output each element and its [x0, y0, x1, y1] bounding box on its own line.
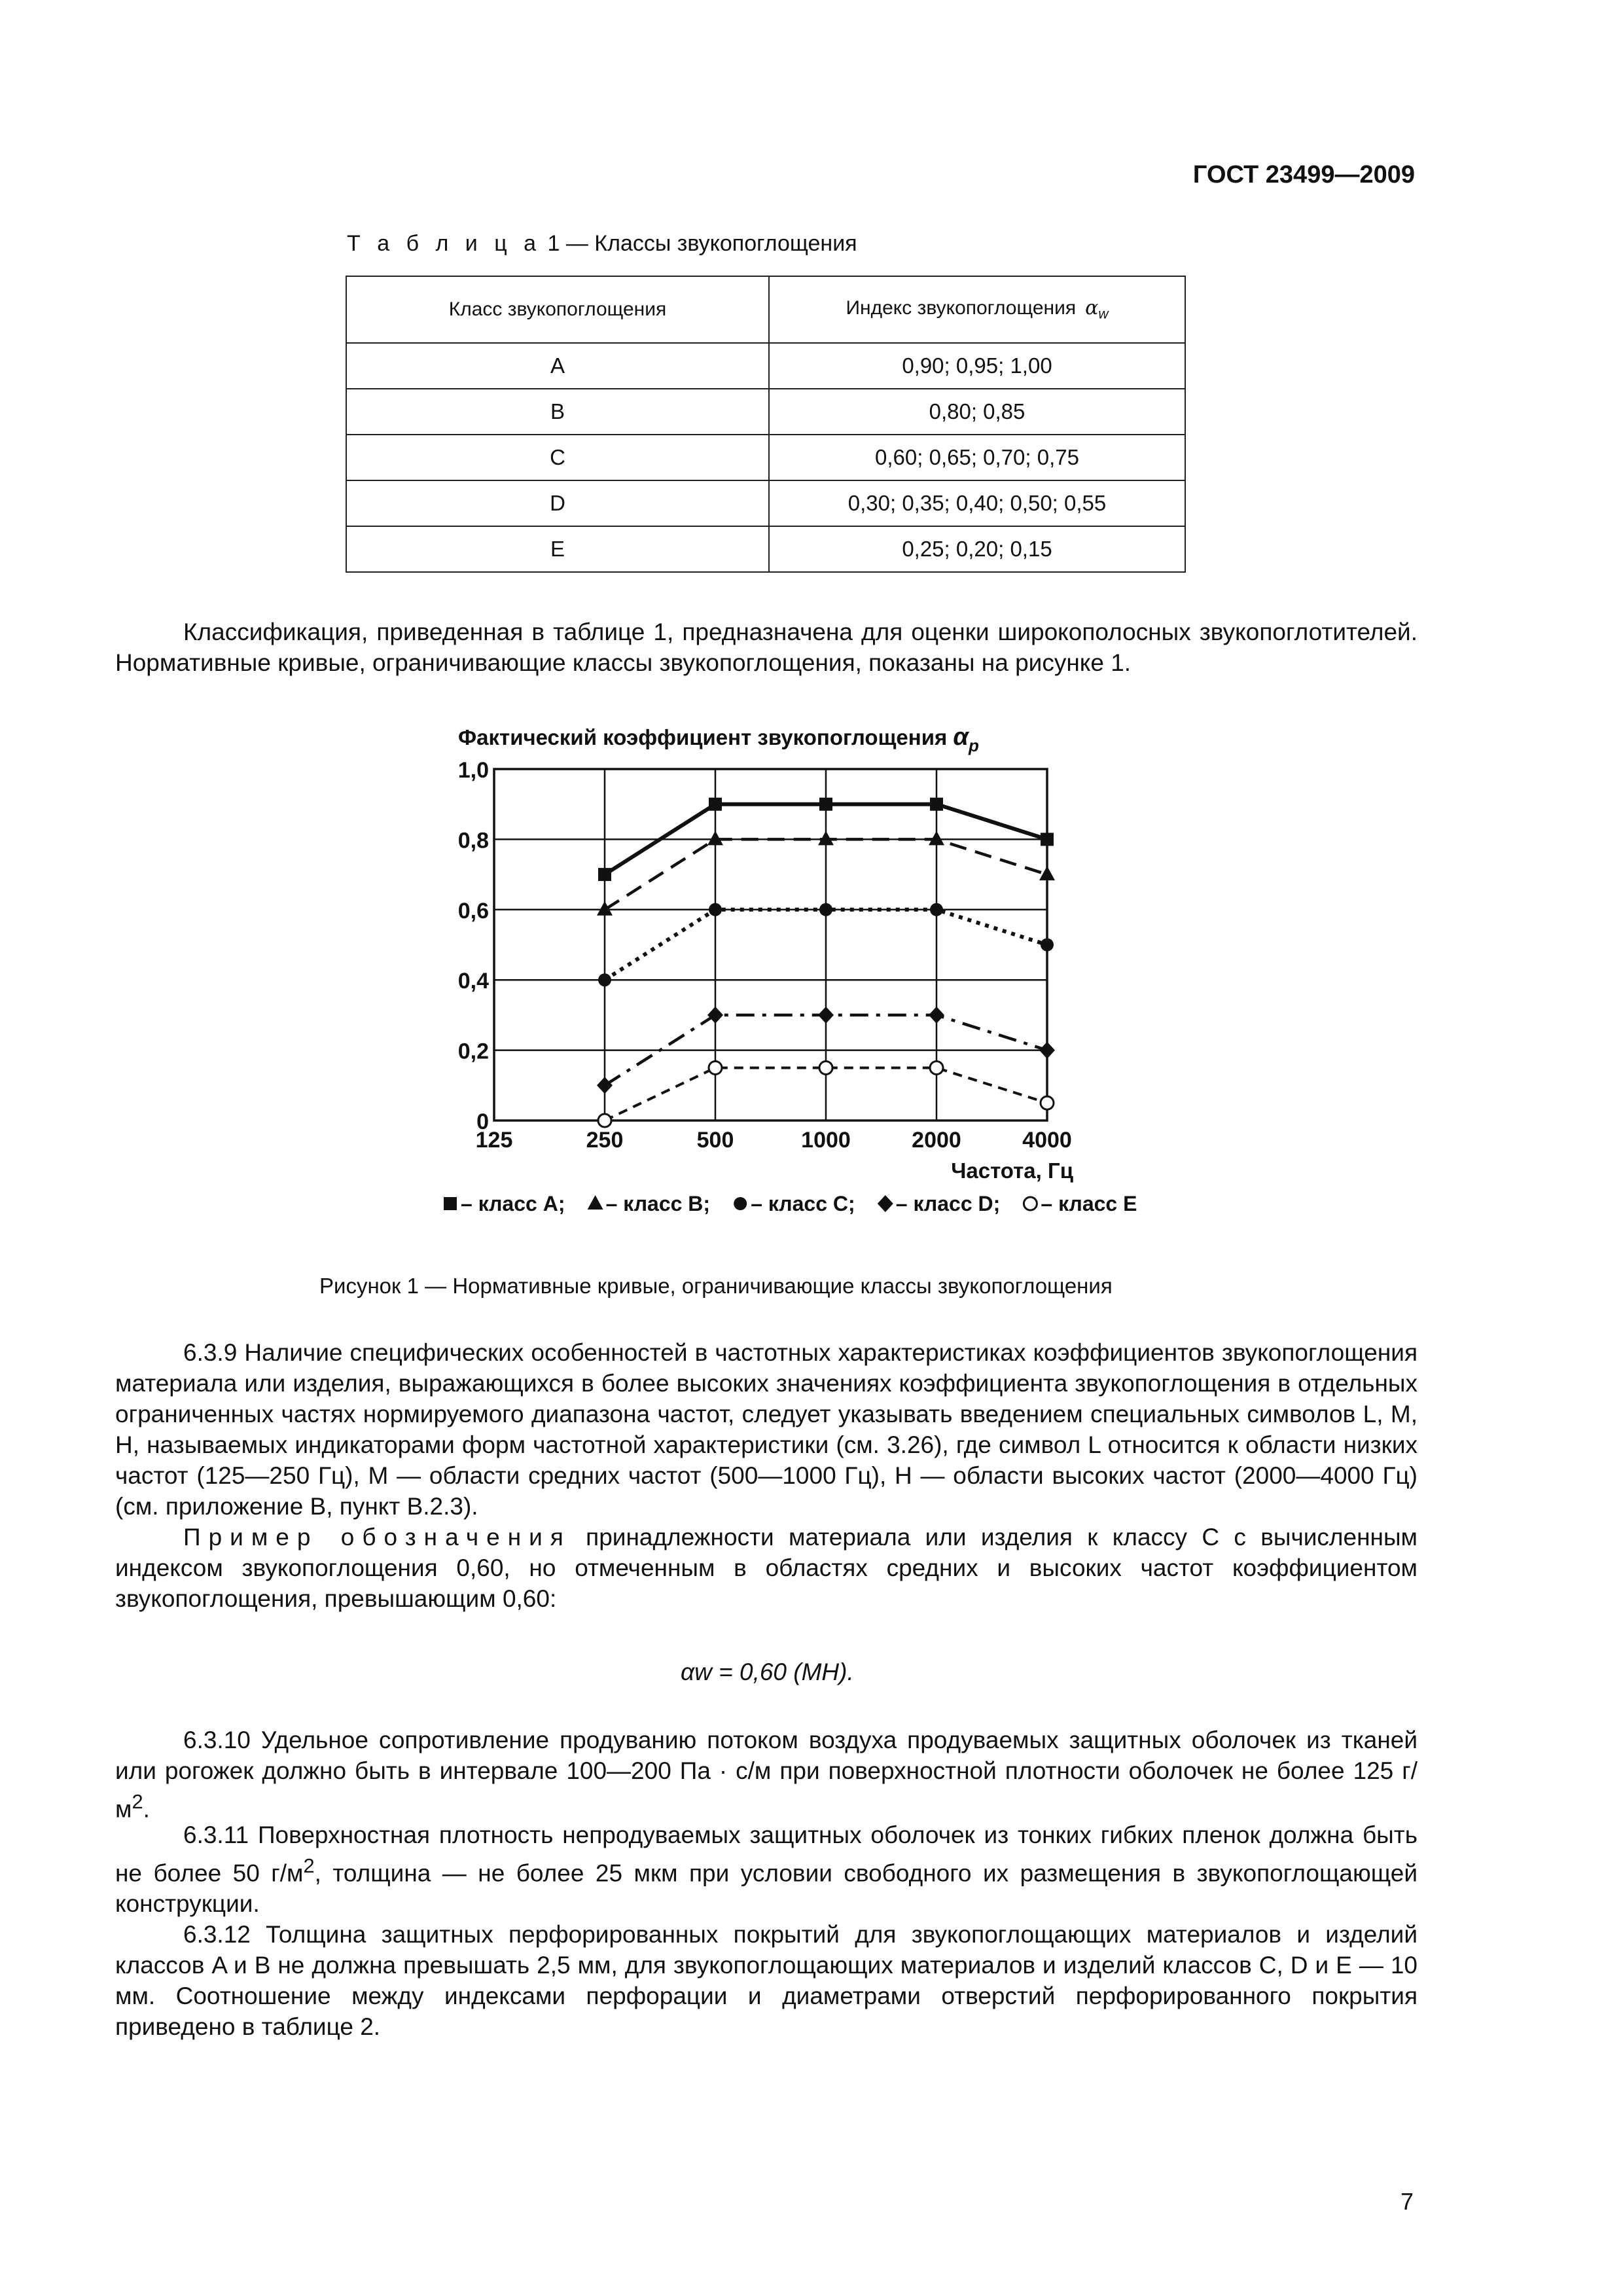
col-header-index-text: Индекс звукопоглощения	[846, 297, 1077, 319]
example-label: Пример обозначения	[183, 1524, 571, 1551]
data-point-a	[709, 798, 722, 811]
index-cell: 0,30; 0,35; 0,40; 0,50; 0,55	[769, 480, 1185, 526]
x-axis-label: Частота, Гц	[951, 1158, 1073, 1183]
data-point-b	[707, 831, 723, 845]
paragraph-classification: Классификация, приведенная в таблице 1, предназначена для оценки широкополосных звукопоглотителей. Нормативные кривые, ограничивающие классы звукопоглощения, показаны на рисунке 1.	[115, 619, 1418, 676]
legend-marker	[444, 1197, 457, 1210]
alpha-subscript: w	[1098, 306, 1109, 322]
x-tick-label: 1000	[801, 1128, 851, 1153]
class-cell: E	[346, 526, 769, 572]
y-tick-label: 0,8	[457, 828, 489, 853]
x-tick-label: 125	[475, 1128, 513, 1153]
series-line-a	[605, 804, 1047, 874]
x-tick-label: 4000	[1022, 1128, 1072, 1153]
figure-caption: Рисунок 1 — Нормативные кривые, ограничивающие классы звукопоглощения	[319, 1274, 1113, 1298]
p6310-text: 6.3.10 Удельное сопротивление продуванию потоком воздуха продуваемых защитных оболочек из тканей или рогожек должно быть в интервале 100—200 Па · с/м при поверхностной плотности оболочек не более 125 г/м	[115, 1727, 1418, 1823]
x-tick-label: 2000	[912, 1128, 961, 1153]
y-tick-label: 0,4	[457, 969, 489, 994]
table-row	[346, 389, 1185, 435]
data-point-d	[818, 1007, 834, 1024]
legend-label: – класс C;	[751, 1192, 855, 1215]
p6311-sup: 2	[303, 1854, 315, 1877]
legend-label: – класс B;	[605, 1192, 711, 1215]
p6311-end: , толщина — не более 25 мкм при условии свободного их размещения в звукопоглощающей конструкции.	[115, 1859, 1418, 1918]
legend-label: – класс D;	[895, 1192, 1001, 1215]
data-point-a	[598, 868, 611, 881]
data-point-c	[1041, 939, 1054, 952]
class-cell: C	[346, 435, 769, 480]
class-cell: D	[346, 480, 769, 526]
data-point-d	[597, 1077, 613, 1094]
data-point-d	[929, 1007, 944, 1024]
table-caption	[347, 231, 857, 257]
table-header-row	[346, 276, 1185, 343]
data-point-c	[930, 903, 943, 916]
data-point-e	[1041, 1096, 1054, 1109]
index-cell: 0,90; 0,95; 1,00	[769, 343, 1185, 389]
class-cell: B	[346, 389, 769, 435]
example-text: принадлежности материала или изделия к классу C с вычисленным индексом звукопоглощения 0,60, но отмеченным в областях средних и высоких частот коэффициентом звукопоглощения, превышающим 0,60:	[115, 1524, 1418, 1612]
legend-marker	[878, 1195, 893, 1212]
col-header-index	[769, 276, 1185, 343]
paragraph-6-3-10	[115, 1725, 1418, 1824]
x-tick-label: 250	[586, 1128, 624, 1153]
index-cell: 0,80; 0,85	[769, 389, 1185, 435]
paragraph-6-3-11	[115, 1820, 1418, 1919]
p6310-end: .	[143, 1795, 150, 1823]
chart-title-symbol: α	[953, 723, 969, 751]
data-point-b	[818, 831, 834, 845]
data-point-c	[598, 973, 611, 986]
legend-marker	[1024, 1197, 1037, 1210]
legend-label: – класс A;	[461, 1192, 565, 1215]
data-point-e	[930, 1061, 943, 1074]
series-line-c	[605, 910, 1047, 980]
data-point-d	[1039, 1042, 1055, 1059]
y-tick-label: 1,0	[457, 758, 489, 783]
data-point-e	[598, 1114, 611, 1127]
legend-marker	[588, 1195, 603, 1210]
data-point-d	[707, 1007, 723, 1024]
data-point-c	[819, 903, 832, 916]
table-row	[346, 480, 1185, 526]
data-point-a	[930, 798, 943, 811]
x-tick-label: 500	[696, 1128, 734, 1153]
paragraph-example	[115, 1522, 1418, 1614]
alpha-symbol: α	[1085, 296, 1099, 320]
table-caption-label: Т а б л и ц а	[347, 231, 542, 256]
series-line-d	[605, 1015, 1047, 1085]
chart-title-text: Фактический коэффициент звукопоглощения	[458, 725, 954, 749]
plot-frame	[494, 769, 1047, 1121]
y-tick-label: 0,6	[457, 898, 489, 924]
formula: αw = 0,60 (MH).	[681, 1659, 854, 1685]
series-line-e	[605, 1067, 1047, 1121]
data-point-e	[819, 1061, 832, 1074]
class-cell: A	[346, 343, 769, 389]
data-point-a	[1041, 833, 1054, 846]
col-header-class: Класс звукопоглощения	[346, 276, 769, 343]
data-point-b	[1039, 866, 1055, 880]
y-tick-label: 0,2	[457, 1039, 489, 1064]
data-point-b	[597, 901, 613, 916]
index-cell: 0,25; 0,20; 0,15	[769, 526, 1185, 572]
legend-marker	[734, 1197, 747, 1210]
page-number: 7	[1400, 2188, 1414, 2215]
paragraph-6-3-9: 6.3.9 Наличие специфических особенностей в частотных характеристиках коэффициентов звукопоглощения материала или изделия, выражающихся в более высоких значениях коэффициента звукопоглощения в отдельных ограниченных частях нормируемого диапазона частот, следует указывать введением специальных символов L, M, H, называемых индикаторами форм частотной характеристики (см. 3.26), где символ L относится к области низких частот (125—250 Гц), M — области средних частот (500—1000 Гц), H — области высоких частот (2000—4000 Гц) (см. приложение В, пункт В.2.3).	[115, 1339, 1418, 1520]
table-row	[346, 526, 1185, 572]
sound-absorption-classes-table	[346, 276, 1186, 573]
table-row	[346, 343, 1185, 389]
table-row	[346, 435, 1185, 480]
data-point-c	[709, 903, 722, 916]
series-line-b	[605, 839, 1047, 909]
chart-title-subscript: p	[969, 736, 979, 755]
chart-title	[458, 723, 979, 755]
legend-label: – класс E	[1041, 1192, 1137, 1215]
p6310-sup: 2	[132, 1790, 143, 1813]
p6311-text: 6.3.11 Поверхностная плотность непродуваемых защитных оболочек из тонких гибких пленок должна быть не более 50 г/м	[115, 1821, 1418, 1887]
paragraph-6-3-12: 6.3.12 Толщина защитных перфорированных покрытий для звукопоглощающих материалов и изделий классов A и B не должна превышать 2,5 мм, для звукопоглощающих материалов и изделий классов C, D и E — 10 мм. Соотношение между индексами перфорации и диаметрами отверстий перфорированного покрытия приведено в таблице 2.	[115, 1921, 1418, 2040]
table-caption-text: 1 — Классы звукопоглощения	[547, 231, 857, 256]
data-point-a	[819, 798, 832, 811]
data-point-b	[929, 831, 944, 845]
y-tick-label: 0	[476, 1109, 489, 1134]
data-point-e	[709, 1061, 722, 1074]
document-code: ГОСТ 23499—2009	[1192, 161, 1415, 188]
index-cell: 0,60; 0,65; 0,70; 0,75	[769, 435, 1185, 480]
